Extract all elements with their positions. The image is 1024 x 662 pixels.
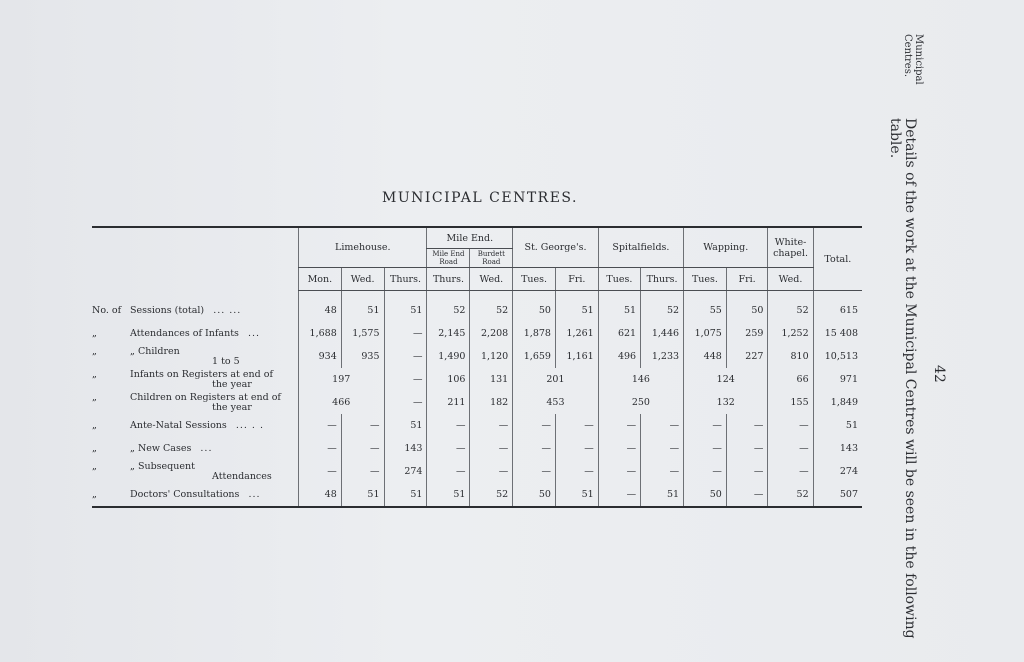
- table-cell-whitechapel: 66: [768, 368, 813, 391]
- row-label-text: [92, 369, 273, 390]
- row-leader-dots: ... . .: [235, 420, 264, 431]
- table-cell: 1,446: [641, 322, 684, 345]
- table-cell-limehouse: 466: [299, 391, 385, 414]
- row-label-words: Attendances: [212, 471, 272, 482]
- header-day: Fri.: [726, 268, 768, 291]
- table-cell-total: 507: [813, 483, 862, 507]
- table-cell-whitechapel: 155: [768, 391, 813, 414]
- row-label-words: Ante-Natal Sessions: [130, 420, 227, 431]
- table-cell: —: [555, 414, 598, 437]
- header-mile-end-road: [427, 249, 470, 268]
- table-cell: 1,120: [470, 345, 513, 368]
- table-cell: 274: [384, 460, 427, 483]
- table-cell: —: [341, 460, 384, 483]
- table-row: [92, 322, 862, 345]
- row-label-text: [92, 305, 241, 316]
- table-cell: 1,075: [684, 322, 727, 345]
- table-cell-thurs: —: [384, 368, 427, 391]
- row-label-words: the year: [212, 379, 252, 390]
- header-day: Thurs.: [427, 268, 470, 291]
- table-cell: —: [768, 460, 813, 483]
- table-cell: 143: [384, 437, 427, 460]
- table-cell: —: [513, 460, 556, 483]
- table-cell: 51: [341, 483, 384, 507]
- row-label: [92, 322, 299, 345]
- table-cell-thurs: —: [384, 391, 427, 414]
- row-label-words: „ New Cases: [130, 443, 192, 454]
- header-mile-end: Mile End.: [427, 227, 513, 249]
- table-cell: 1,252: [768, 322, 813, 345]
- table-cell: 55: [684, 299, 727, 322]
- table-cell: 1,490: [427, 345, 470, 368]
- table-cell: —: [299, 460, 342, 483]
- table-cell: —: [684, 414, 727, 437]
- table-cell: —: [555, 437, 598, 460]
- header-day: Fri.: [555, 268, 598, 291]
- table-cell: 621: [598, 322, 640, 345]
- table-cell-total: 971: [813, 368, 862, 391]
- header-days-row: [92, 268, 862, 291]
- table-cell: —: [684, 437, 727, 460]
- row-leader-dots: ... ...: [213, 305, 242, 316]
- table-cell: 1,575: [341, 322, 384, 345]
- row-label-words: Doctors' Consultations: [130, 489, 240, 500]
- table-cell: 50: [726, 299, 768, 322]
- header-wapping: Wapping.: [684, 227, 768, 268]
- table-cell: 52: [470, 299, 513, 322]
- table-cell: —: [513, 414, 556, 437]
- table-cell: 934: [299, 345, 342, 368]
- spacer-row: [92, 291, 862, 300]
- table-cell: —: [768, 414, 813, 437]
- table-cell: 1,688: [299, 322, 342, 345]
- row-label-line: [92, 328, 260, 339]
- header-whitechapel-line: chapel.: [773, 247, 808, 259]
- table-cell: —: [598, 483, 640, 507]
- table-cell: —: [470, 414, 513, 437]
- header-blank: [92, 227, 299, 268]
- table-cell: —: [598, 437, 640, 460]
- row-label: [92, 414, 299, 437]
- table-cell: —: [470, 460, 513, 483]
- table-cell: —: [684, 460, 727, 483]
- table-cell: 51: [555, 483, 598, 507]
- table-cell-wapping: 132: [684, 391, 768, 414]
- table-cell: —: [384, 345, 427, 368]
- table-cell-burdett-road: 182: [470, 391, 513, 414]
- row-label-text: [92, 420, 264, 431]
- row-ditto-mark: „: [92, 443, 97, 454]
- row-label-words: „ Subsequent: [130, 461, 195, 472]
- page-number: 42: [931, 365, 947, 383]
- table-cell: —: [299, 437, 342, 460]
- table-cell-total: 1,849: [813, 391, 862, 414]
- table-cell-spitalfields: 250: [598, 391, 683, 414]
- centres-table: [92, 226, 862, 508]
- table-cell: 1,261: [555, 322, 598, 345]
- row-label-line: [92, 380, 273, 390]
- table-cell: —: [726, 437, 768, 460]
- caption-line: table.: [887, 118, 903, 159]
- table-cell-st-georges: 453: [513, 391, 599, 414]
- table-cell: 52: [470, 483, 513, 507]
- table-cell-spitalfields: 146: [598, 368, 683, 391]
- table-cell: 52: [427, 299, 470, 322]
- row-label-line: [92, 305, 241, 316]
- table-cell: 935: [341, 345, 384, 368]
- table-row: [92, 437, 862, 460]
- table-cell: —: [641, 437, 684, 460]
- table-cell: 51: [384, 414, 427, 437]
- table-cell-st-georges: 201: [513, 368, 599, 391]
- table-row: [92, 368, 862, 391]
- table-cell-burdett-road: 131: [470, 368, 513, 391]
- page-title: MUNICIPAL CENTRES.: [382, 190, 578, 206]
- row-label-line: [92, 443, 212, 454]
- table-row: [92, 483, 862, 507]
- header-day: Tues.: [684, 268, 727, 291]
- row-label-text: [92, 328, 260, 339]
- row-label-words: Sessions (total): [130, 305, 205, 316]
- table-cell: —: [726, 483, 768, 507]
- row-label-words: the year: [212, 402, 252, 413]
- row-leader-dots: ...: [247, 328, 261, 339]
- header-day: Tues.: [598, 268, 640, 291]
- table-cell-total: 143: [813, 437, 862, 460]
- table-cell: 50: [513, 483, 556, 507]
- table-cell: 52: [641, 299, 684, 322]
- table-cell: —: [598, 460, 640, 483]
- header-total: Total.: [813, 227, 862, 291]
- row-label: [92, 483, 299, 507]
- table-cell: —: [470, 437, 513, 460]
- table-cell: —: [513, 437, 556, 460]
- table-cell-mile-end-road: 211: [427, 391, 470, 414]
- table-cell: 1,659: [513, 345, 556, 368]
- row-label-line: [92, 392, 281, 403]
- table-cell: 51: [598, 299, 640, 322]
- table-cell-limehouse: 197: [299, 368, 385, 391]
- table-cell: —: [641, 460, 684, 483]
- table-cell: 52: [768, 483, 813, 507]
- header-spitalfields: Spitalfields.: [598, 227, 683, 268]
- header-whitechapel: [768, 227, 813, 268]
- table-cell: —: [555, 460, 598, 483]
- side-note: [902, 34, 924, 85]
- header-day: Wed.: [341, 268, 384, 291]
- row-label-words: 1 to 5: [212, 356, 240, 367]
- side-note-line: Municipal: [913, 34, 924, 85]
- table-cell-wapping: 124: [684, 368, 768, 391]
- table-cell: 48: [299, 483, 342, 507]
- table-cell: —: [726, 460, 768, 483]
- header-sub-line: Mile End: [432, 250, 465, 258]
- table-cell-total: 51: [813, 414, 862, 437]
- header-limehouse: Limehouse.: [299, 227, 427, 268]
- table-cell: 51: [427, 483, 470, 507]
- header-sub-line: Burdett: [477, 250, 505, 258]
- row-label-text: [92, 461, 272, 482]
- row-ditto-mark: „: [92, 346, 97, 357]
- table-cell: —: [341, 437, 384, 460]
- table-cell-mile-end-road: 106: [427, 368, 470, 391]
- row-label: [92, 345, 299, 368]
- table-cell: 810: [768, 345, 813, 368]
- table-cell: 496: [598, 345, 640, 368]
- row-ditto-mark: „: [92, 328, 97, 339]
- row-label-line: [92, 357, 240, 367]
- table-cell: 259: [726, 322, 768, 345]
- table-cell: —: [427, 437, 470, 460]
- row-leader-dots: ...: [200, 443, 213, 454]
- row-label-words: Infants on Registers at end of: [130, 369, 273, 380]
- header-blank: [92, 268, 299, 291]
- row-label-text: [92, 346, 240, 367]
- caption-line: Details of the work at the Municipal Centres will be seen in the following: [902, 118, 918, 639]
- row-label-line: [92, 472, 272, 482]
- table-cell: 1,878: [513, 322, 556, 345]
- row-label-text: [92, 489, 261, 500]
- row-leader-dots: ...: [248, 489, 261, 500]
- table-cell: 51: [384, 483, 427, 507]
- side-note-line: Centres.: [902, 34, 913, 78]
- table-cell: —: [427, 414, 470, 437]
- header-whitechapel-line: White-: [774, 236, 807, 248]
- row-label: [92, 368, 299, 391]
- table-cell: 448: [684, 345, 727, 368]
- table-cell: 51: [555, 299, 598, 322]
- row-label: [92, 437, 299, 460]
- table-cell-total: 10,513: [813, 345, 862, 368]
- table-cell: 2,145: [427, 322, 470, 345]
- table-cell: —: [427, 460, 470, 483]
- table-cell-total: 615: [813, 299, 862, 322]
- table-cell: 227: [726, 345, 768, 368]
- table-row: [92, 299, 862, 322]
- row-ditto-mark: „: [92, 392, 97, 403]
- header-day: Wed.: [768, 268, 813, 291]
- table-cell: —: [299, 414, 342, 437]
- row-ditto-mark: „: [92, 489, 97, 500]
- row-ditto-mark: „: [92, 420, 97, 431]
- header-burdett-road: [470, 249, 513, 268]
- row-label: [92, 299, 299, 322]
- table-cell: 51: [384, 299, 427, 322]
- row-ditto-mark: „: [92, 461, 97, 472]
- table-cell-total: 15 408: [813, 322, 862, 345]
- header-st-georges: St. George's.: [513, 227, 599, 268]
- table-cell: 50: [513, 299, 556, 322]
- row-ditto-mark: No. of: [92, 305, 122, 316]
- table-cell: 1,233: [641, 345, 684, 368]
- row-label: [92, 391, 299, 414]
- table-cell: 1,161: [555, 345, 598, 368]
- header-day: Wed.: [470, 268, 513, 291]
- table-cell: 50: [684, 483, 727, 507]
- table-cell: —: [726, 414, 768, 437]
- table-cell: —: [384, 322, 427, 345]
- row-label-line: [92, 489, 261, 500]
- header-day: Thurs.: [384, 268, 427, 291]
- header-day: Tues.: [513, 268, 556, 291]
- table-cell: 48: [299, 299, 342, 322]
- table-row: [92, 460, 862, 483]
- table-row: [92, 414, 862, 437]
- row-ditto-mark: „: [92, 369, 97, 380]
- header-day: Thurs.: [641, 268, 684, 291]
- table-cell: —: [641, 414, 684, 437]
- table-row: [92, 345, 862, 368]
- table-cell: 51: [641, 483, 684, 507]
- row-label-text: [92, 443, 212, 454]
- header-sub-line: Road: [482, 258, 501, 266]
- row-label-line: [92, 403, 281, 413]
- table-cell-total: 274: [813, 460, 862, 483]
- table-cell: 52: [768, 299, 813, 322]
- row-label-line: [92, 420, 264, 431]
- header-day: Mon.: [299, 268, 342, 291]
- table-cell: —: [768, 437, 813, 460]
- table-cell: —: [598, 414, 640, 437]
- table-cell: 51: [341, 299, 384, 322]
- table-cell: —: [341, 414, 384, 437]
- table-row: [92, 391, 862, 414]
- table-cell: 2,208: [470, 322, 513, 345]
- row-label-words: Children on Registers at end of: [130, 392, 281, 403]
- row-label: [92, 460, 299, 483]
- header-sub-line: Road: [439, 258, 458, 266]
- row-label-words: Attendances of Infants: [130, 328, 239, 339]
- row-label-text: [92, 392, 281, 413]
- row-label-words: „ Children: [130, 346, 180, 357]
